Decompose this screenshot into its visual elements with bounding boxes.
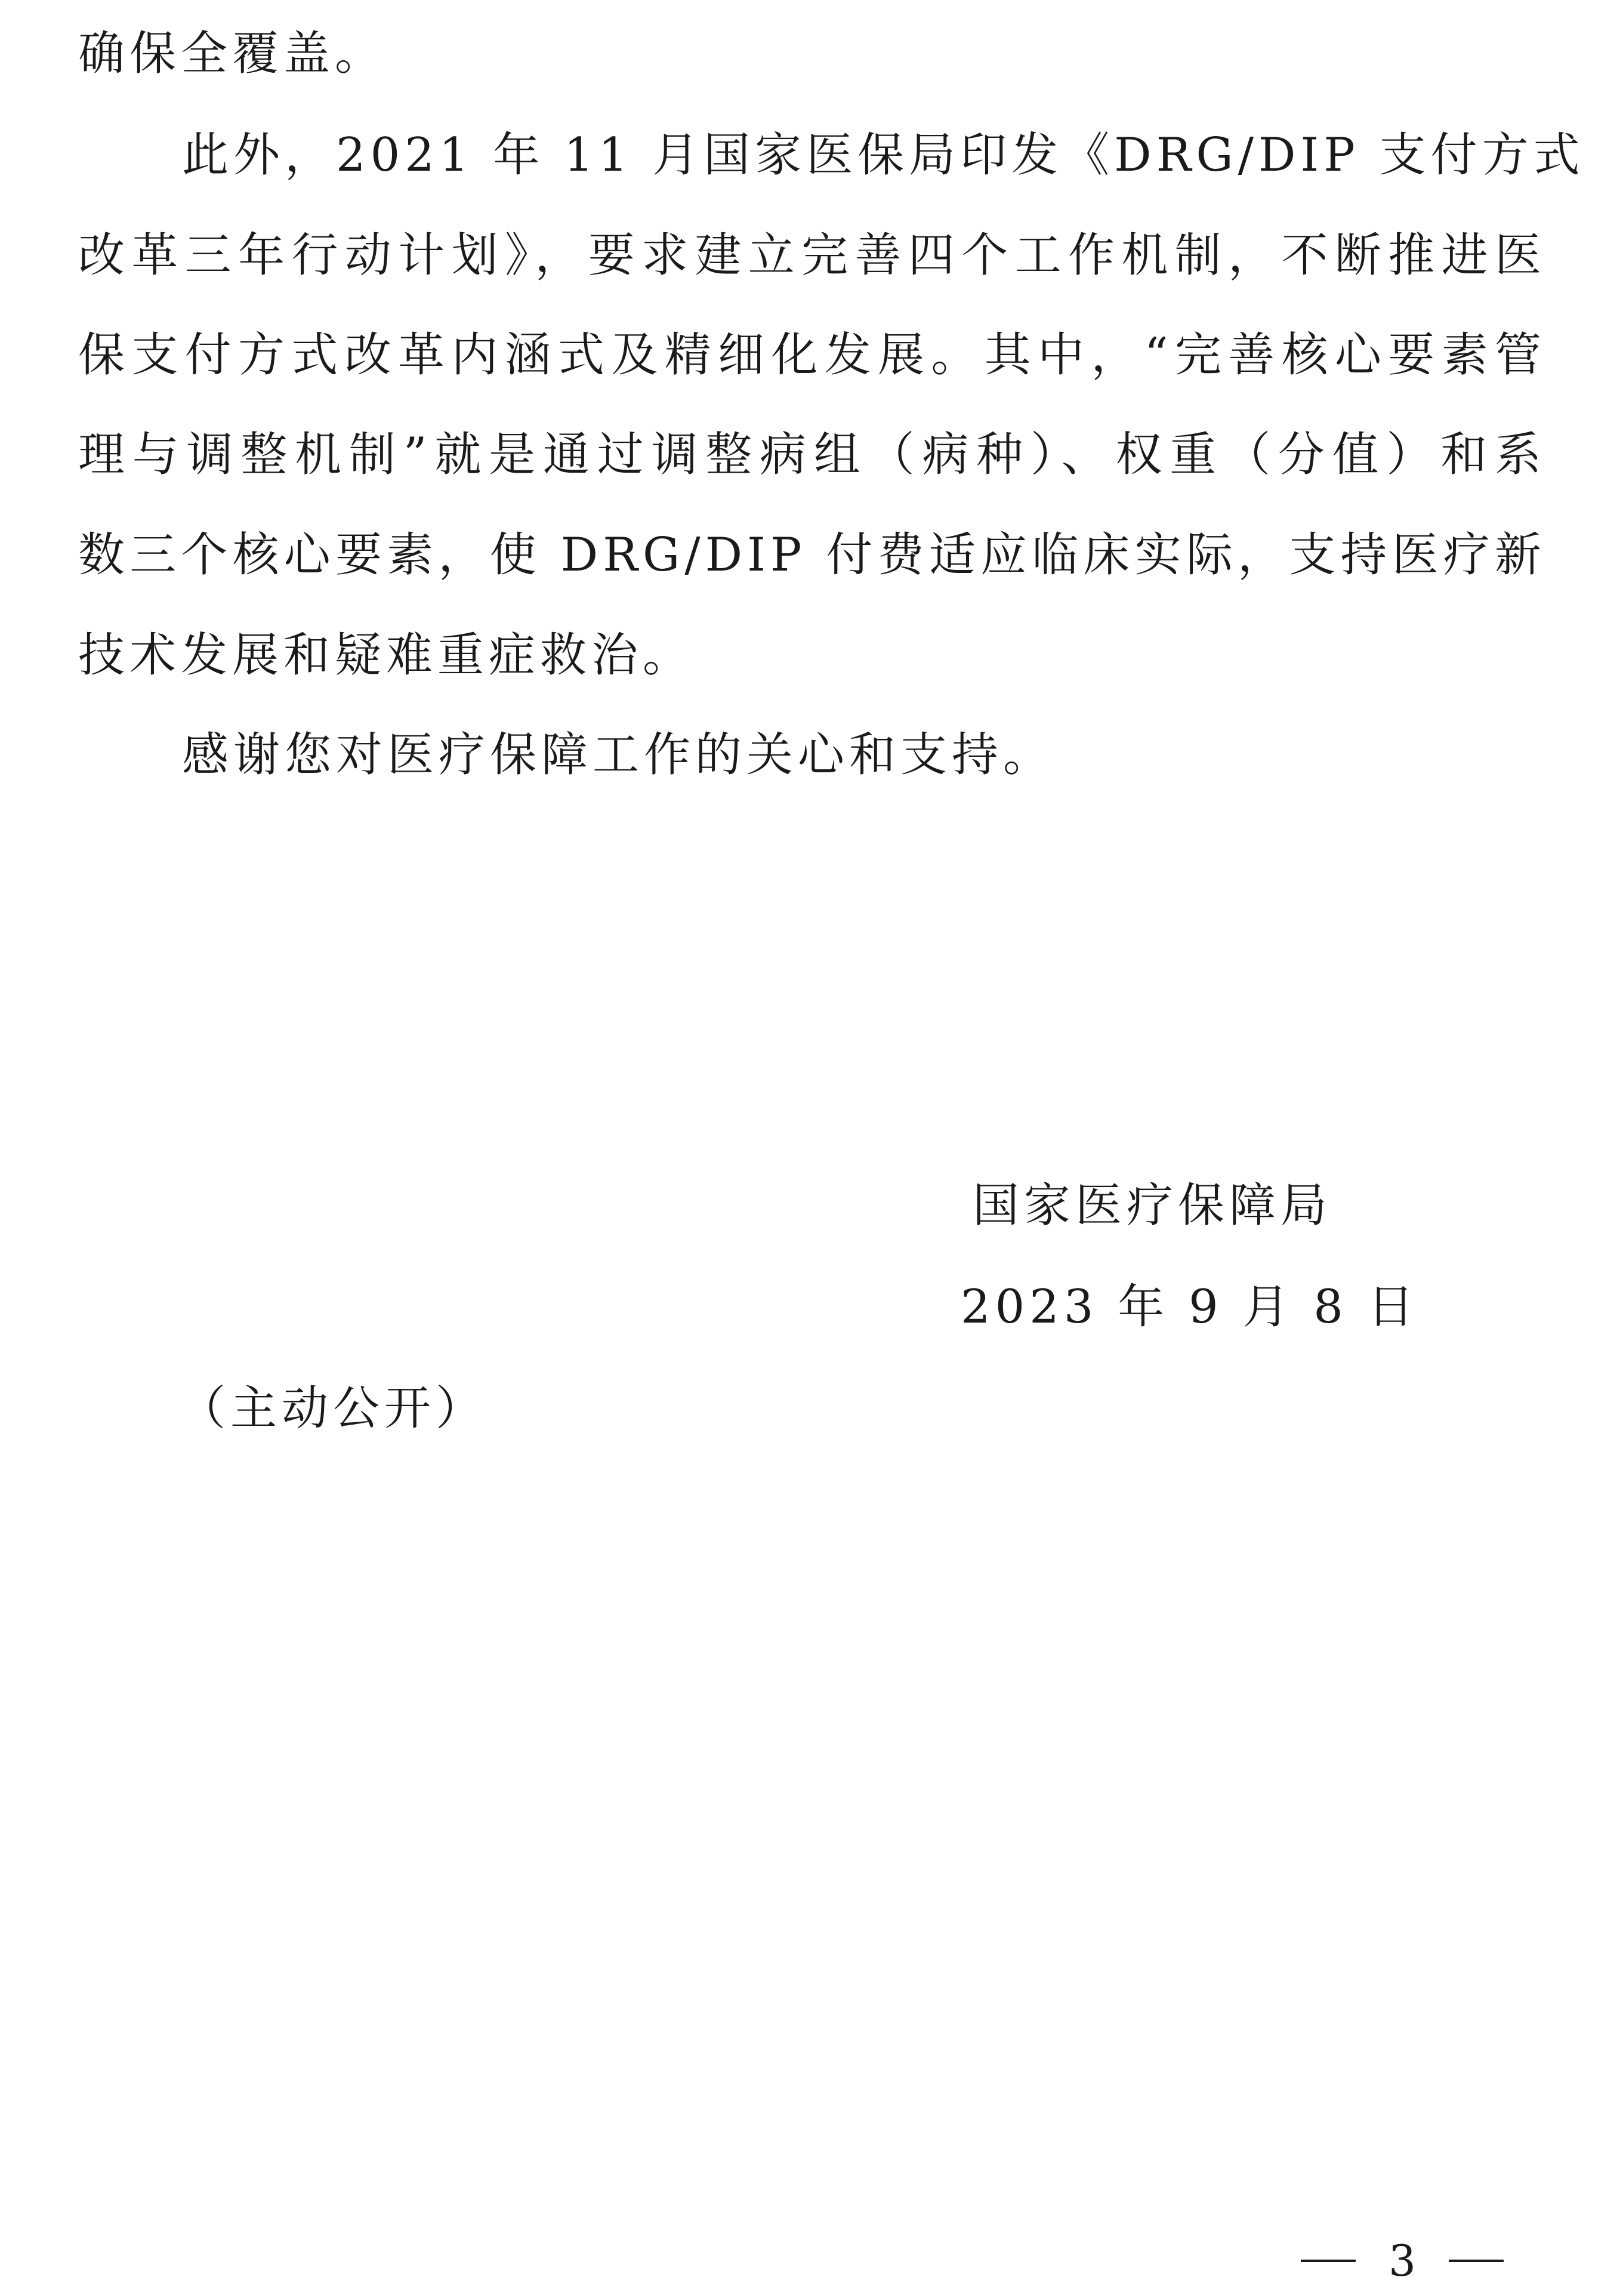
paragraph-3-line-1: 感谢您对医疗保障工作的关心和支持。: [182, 728, 1055, 782]
paragraph-2-line-1: 此外，2021 年 11 月国家医保局印发《DRG/DIP 支付方式: [182, 128, 1585, 182]
paragraph-2-line-6: 技术发展和疑难重症救治。: [78, 628, 695, 682]
signature-date: 2023 年 9 月 8 日: [961, 1280, 1419, 1334]
paragraph-2-line-3: 保支付方式改革内涵式及精细化发展。其中，“完善核心要素管: [78, 328, 1546, 382]
left-dash: [1301, 2260, 1356, 2262]
paragraph-1-line-1: 确保全覆盖。: [78, 27, 387, 81]
paragraph-2-line-5: 数三个核心要素，使 DRG/DIP 付费适应临床实际，支持医疗新: [78, 528, 1546, 582]
right-dash: [1449, 2260, 1504, 2262]
public-disclosure-note: （主动公开）: [179, 1382, 487, 1435]
paragraph-2-line-4: 理与调整机制”就是通过调整病组（病种）、权重（分值）和系: [78, 428, 1546, 482]
page-number: 3: [1389, 2236, 1416, 2286]
paragraph-2-line-2: 改革三年行动计划》，要求建立完善四个工作机制，不断推进医: [78, 229, 1546, 282]
page-footer: [1301, 2237, 1504, 2285]
signature-organization: 国家医疗保障局: [973, 1179, 1332, 1232]
